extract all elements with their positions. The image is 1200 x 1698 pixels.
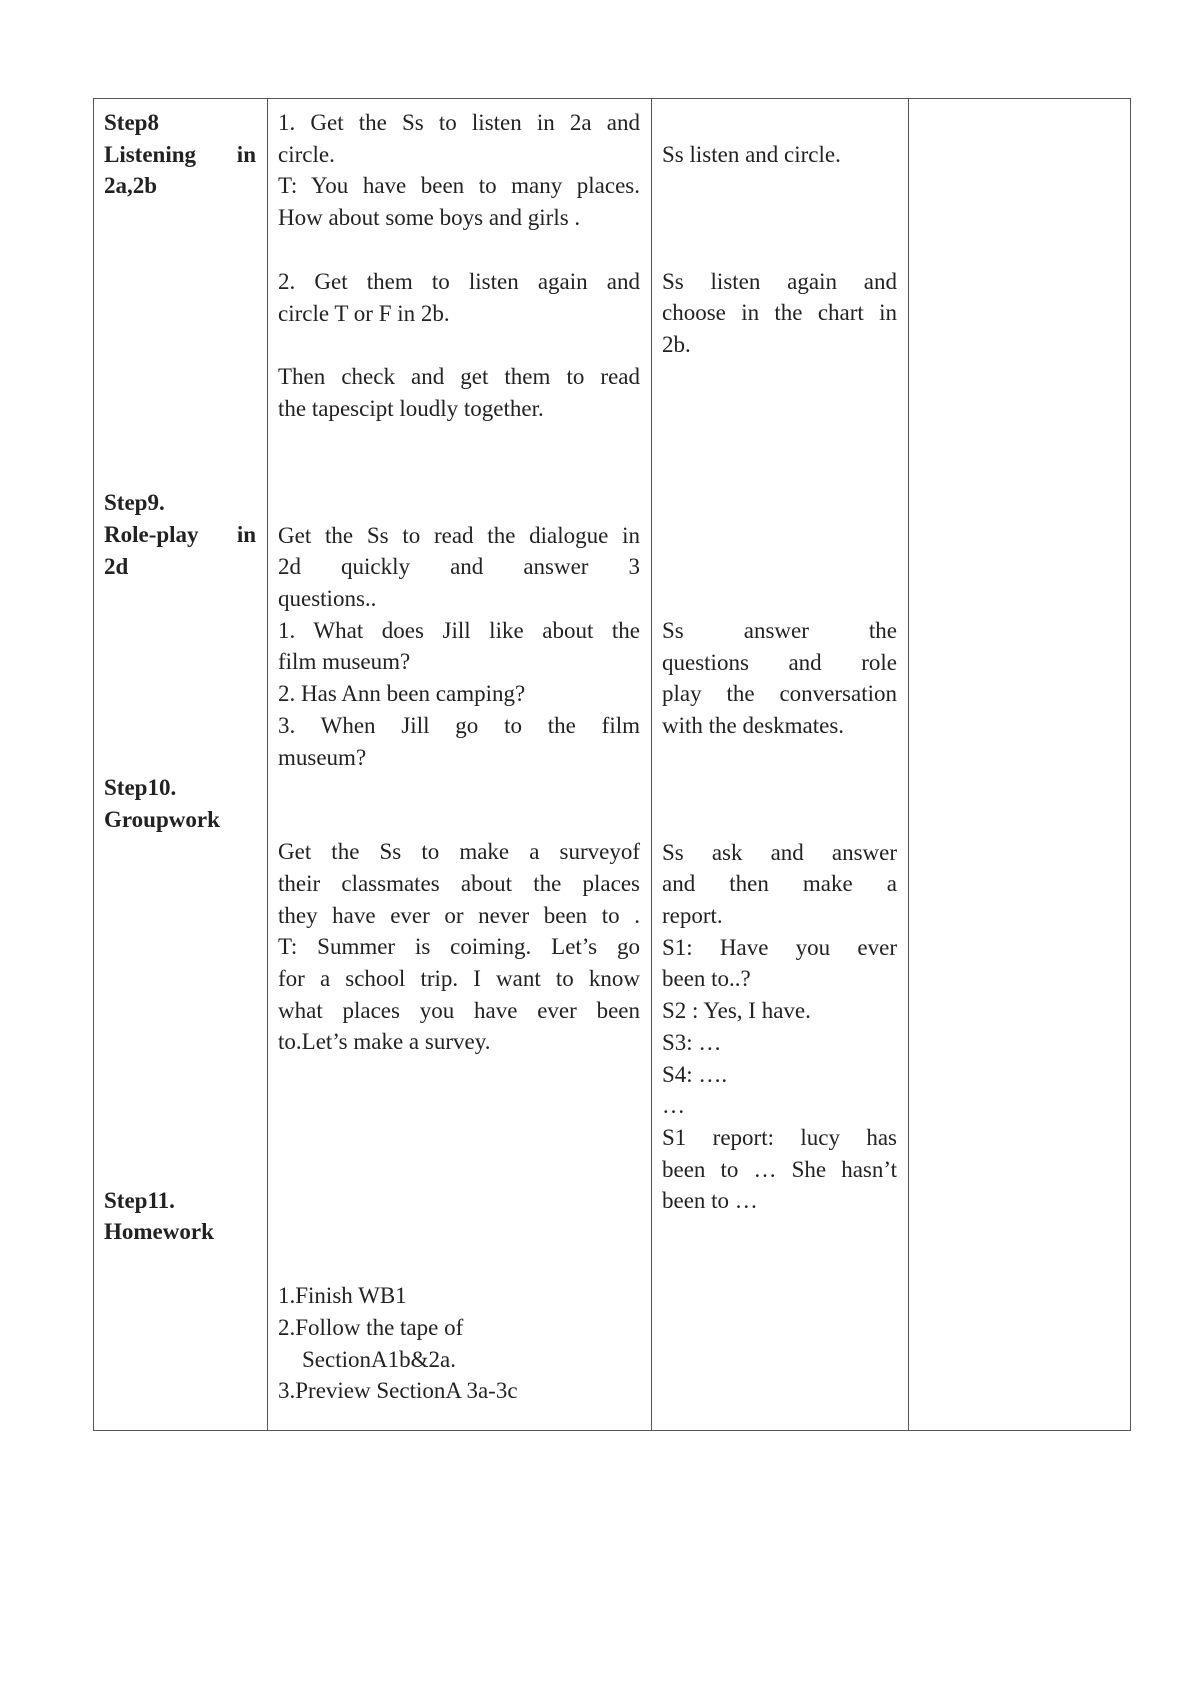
step11-teacher-block: 1.Finish WB1 2.Follow the tape of SectionA1b&2a. 3.Preview SectionA 3a-3c xyxy=(278,1283,518,1404)
step10-title: Step10. Groupwork xyxy=(104,775,220,832)
student-activity-column xyxy=(652,99,909,1431)
teacher-activity-column xyxy=(268,99,652,1431)
notes-column xyxy=(909,99,1131,1431)
step8-student-block-2: Ss listen again and choose in the chart in 2b. xyxy=(662,268,897,358)
step11-title: Step11. Homework xyxy=(104,1187,214,1245)
step9-teacher-block: Get the Ss to read the dialogue in 2d quickly and answer 3 questions.. 1. What does Jill like about the film museum? 2. Has Ann been camping? 3. When Jill go to the film museum? xyxy=(278,522,640,770)
step8-title: Step8 Listening in 2a,2b xyxy=(104,110,256,199)
lesson-plan-table xyxy=(93,98,1131,1431)
step9-student-block: Ss answer the questions and role play the conversation with the deskmates. xyxy=(662,617,897,738)
step9-title: Step9. Role-play in 2d xyxy=(104,490,256,579)
step8-teacher-block-3: Then check and get them to read the tapescipt loudly together. xyxy=(278,364,640,421)
step8-teacher-block: 1. Get the Ss to listen in 2a and circle. T: You have been to many places. How about some boys and girls . xyxy=(278,110,640,231)
step10-teacher-block: Get the Ss to make a surveyof their classmates about the places they have ever or never been to . T: Summer is coiming. Let’s go for a school trip. I want to know what places you have ever been to.Let’s make a survey. xyxy=(278,839,640,1055)
step8-teacher-block-2: 2. Get them to listen again and circle T or F in 2b. xyxy=(278,268,640,326)
step8-student-block: Ss listen and circle. xyxy=(662,142,841,167)
steps-column xyxy=(94,99,268,1431)
table-row xyxy=(94,99,1131,1431)
step10-student-block: Ss ask and answer and then make a report. S1: Have you ever been to..? S2 : Yes, I have. S3: … S4: …. … S1 report: lucy has been to … She hasn’t been to … xyxy=(662,839,897,1214)
